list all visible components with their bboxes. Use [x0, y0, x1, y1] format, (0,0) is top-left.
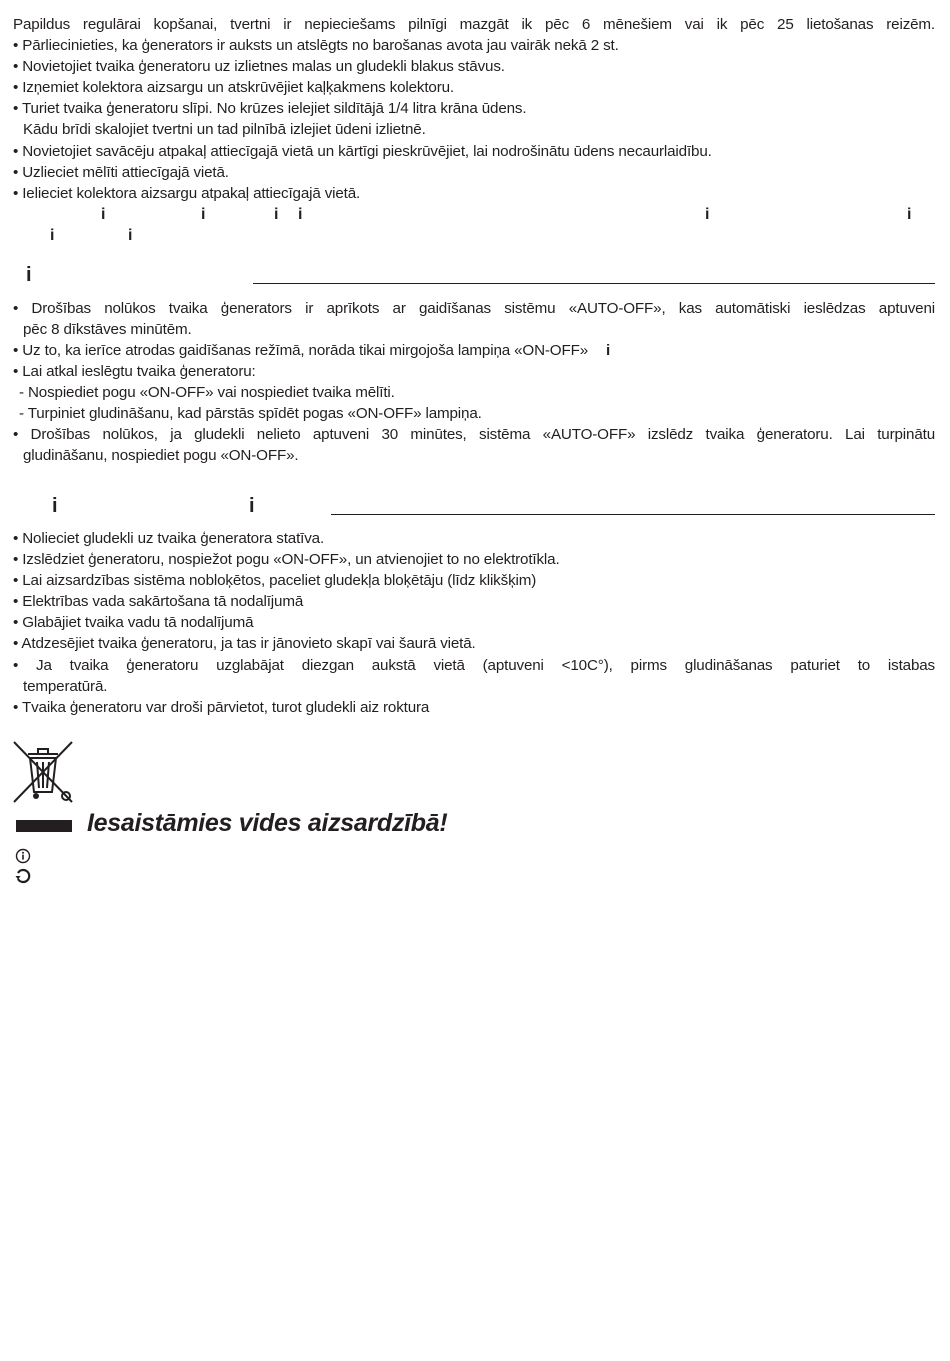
auto-off-line-continuation: gludināšanu, nospiediet pogu «ON-OFF». [23, 447, 299, 464]
cleaning-step: • Uzlieciet mēlīti attiecīgajā vietā. [13, 164, 229, 181]
stray-glyph: i [298, 206, 303, 223]
auto-off-line: • Lai atkal ieslēgtu tvaika ģeneratoru: [13, 363, 256, 380]
auto-off-line-text: • Uz to, ka ierīce atrodas gaidīšanas režīmā, norāda tikai mirgojoša lampiņa «ON-OFF» [13, 342, 589, 359]
auto-off-line [13, 340, 935, 361]
storage-line: • Atdzesējiet tvaika ģeneratoru, ja tas ir jānovieto skapī vai šaurā vietā. [13, 635, 476, 652]
cleaning-step: • Ielieciet kolektora aizsargu atpakaļ attiecīgajā vietā. [13, 185, 361, 202]
storage-heading-glyph: i [52, 495, 58, 517]
cleaning-step: • Pārliecinieties, ka ģenerators ir auksts un atslēgts no barošanas avota jau vairāk nekā 2 st. [13, 37, 619, 54]
cleaning-step-continuation: Kādu brīdi skalojiet tvertni un tad pilnībā izlejiet ūdeni izlietnē. [23, 121, 426, 138]
section-divider [253, 283, 935, 284]
storage-line: • Lai aizsardzības sistēma nobloķētos, paceliet gludekļa bloķētāju (līdz klikšķim) [13, 572, 537, 589]
storage-heading-glyph: i [249, 495, 255, 517]
storage-line: • Izslēdziet ģeneratoru, nospiežot pogu «ON-OFF», un atvienojiet to no elektrotīkla. [13, 551, 560, 568]
cleaning-step: • Novietojiet savācēju atpakaļ attiecīgajā vietā un kārtīgi pieskrūvējiet, lai nodrošinātu ūdens necaurlaidību. [13, 143, 712, 160]
info-circle-icon [15, 848, 31, 864]
cleaning-step: • Turiet tvaika ģeneratoru slīpi. No krūzes ielejiet sildītājā 1/4 litra krāna ūdens. [13, 100, 527, 117]
weee-crossed-bin-icon [12, 740, 74, 804]
auto-off-substep: - Nospiediet pogu «ON-OFF» vai nospiediet tvaika mēlīti. [19, 384, 395, 401]
auto-off-line: • Drošības nolūkos, ja gludekli nelieto aptuveni 30 minūtes, sistēma «AUTO-OFF» izslēdz tvaika ģeneratoru. Lai turpinātu [13, 426, 935, 443]
storage-line: • Ja tvaika ģeneratoru uzglabājat diezgan aukstā vietā (aptuveni <10C°), pirms gludināšanas paturiet to istabas [13, 657, 935, 674]
cleaning-step: • Izņemiet kolektora aizsargu un atskrūvējiet kaļķakmens kolektoru. [13, 79, 454, 96]
storage-line: • Nolieciet gludekli uz tvaika ģeneratora statīva. [13, 530, 325, 547]
auto-off-heading: i [26, 264, 32, 286]
auto-off-line: • Drošības nolūkos tvaika ģenerators ir aprīkots ar gaidīšanas sistēmu «AUTO-OFF», kas automātiski ieslēdzas aptuveni [13, 300, 935, 317]
stray-glyph: i [50, 227, 55, 244]
section-divider [331, 514, 935, 515]
environment-title: Iesaistāmies vides aizsardzībā! [87, 809, 448, 837]
stray-glyph: i [201, 206, 206, 223]
storage-line: • Tvaika ģeneratoru var droši pārvietot, turot gludekli aiz roktura [13, 699, 430, 716]
cleaning-step: • Novietojiet tvaika ģeneratoru uz izlietnes malas un gludekli blakus stāvus. [13, 58, 505, 75]
storage-line: • Glabājiet tvaika vadu tā nodalījumā [13, 614, 254, 631]
storage-line-continuation: temperatūrā. [23, 678, 108, 695]
stray-glyph: i [907, 206, 912, 223]
recycle-arrow-icon [15, 868, 31, 884]
auto-off-substep: - Turpiniet gludināšanu, kad pārstās spīdēt pogas «ON-OFF» lampiņa. [19, 405, 482, 422]
black-bar [16, 820, 72, 832]
auto-off-line-continuation: pēc 8 dīkstāves minūtēm. [23, 321, 192, 338]
stray-glyph: i [705, 206, 710, 223]
stray-glyph: i [606, 342, 611, 359]
stray-glyph: i [128, 227, 133, 244]
cleaning-intro: Papildus regulārai kopšanai, tvertni ir nepieciešams pilnīgi mazgāt ik pēc 6 mēnešiem vai ik pēc 25 lietošanas reizēm. [13, 16, 935, 33]
stray-glyph: i [274, 206, 279, 223]
stray-glyph: i [101, 206, 106, 223]
storage-line: • Elektrības vada sakārtošana tā nodalījumā [13, 593, 304, 610]
